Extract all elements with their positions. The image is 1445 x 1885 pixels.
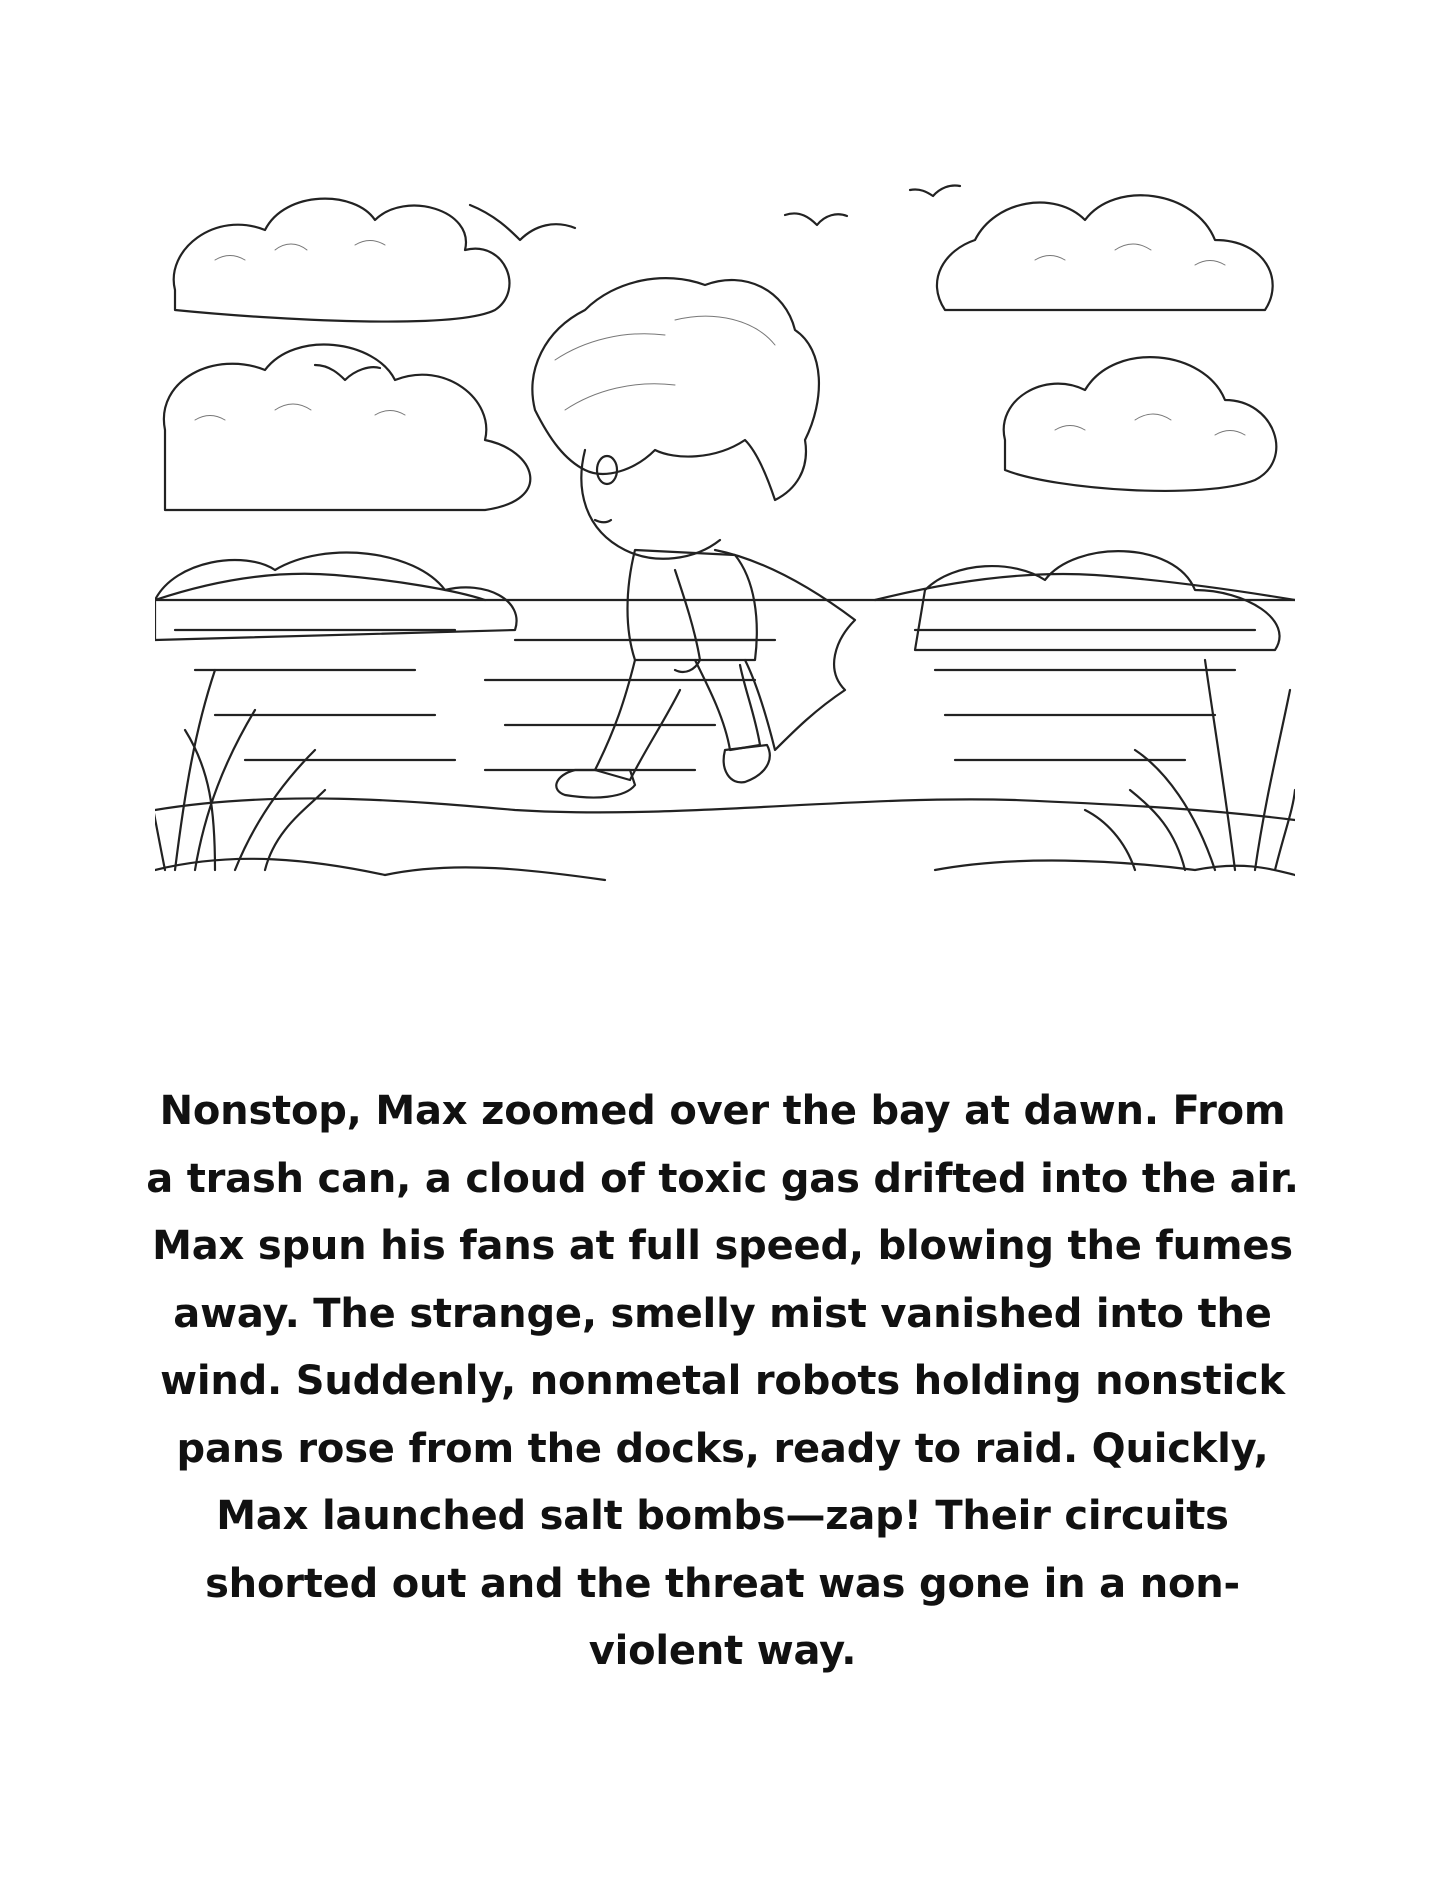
story-paragraph [140,1078,1305,1686]
hills-left [155,574,485,600]
boy-shoe-front [556,770,635,798]
cloud-left-top [174,199,510,322]
water-line-2 [195,670,1235,680]
cloud-right-top [937,195,1273,310]
story-line: a trash can, a cloud of toxic gas drifted into the air. [146,1155,1299,1202]
story-line: wind. Suddenly, nonmetal robots holding nonstick [160,1358,1285,1404]
story-line: shorted out and the threat was gone in a non- [205,1560,1240,1607]
boy-mouth [595,520,611,522]
illustration-drawing [155,170,1295,1010]
story-line: Nonstop, Max zoomed over the bay at dawn. From [159,1088,1286,1134]
bird-3 [315,365,380,380]
boy-cape [715,550,855,750]
water-line-4 [245,760,1185,770]
boy-hair [532,278,818,500]
boy-eye [597,456,617,484]
story-line: pans rose from the docks, ready to raid. Quickly, [176,1425,1269,1472]
story-line: Max spun his fans at full speed, blowing the fumes [152,1223,1293,1269]
grass-right [1085,660,1295,870]
cloud-left-mid [164,345,530,510]
coloring-illustration [155,170,1295,1010]
shoreline [155,798,1295,820]
story-line: violent way. [588,1628,857,1674]
story-line: away. The strange, smelly mist vanished into the [173,1290,1272,1337]
cloud-right-mid [1004,357,1277,491]
cloud-left-low [155,553,517,640]
grass-left [155,670,325,870]
boy-torso [628,550,757,660]
boy-leg-front [595,660,680,780]
bird-2 [785,213,847,225]
ground-rocks [155,859,1295,880]
bird-4 [910,185,960,196]
boy-arm [675,570,700,672]
boy-face [581,450,720,559]
story-line: Max launched salt bombs—zap! Their circuits [216,1493,1229,1539]
bird-1 [470,205,575,240]
water-line-3 [215,715,1215,725]
